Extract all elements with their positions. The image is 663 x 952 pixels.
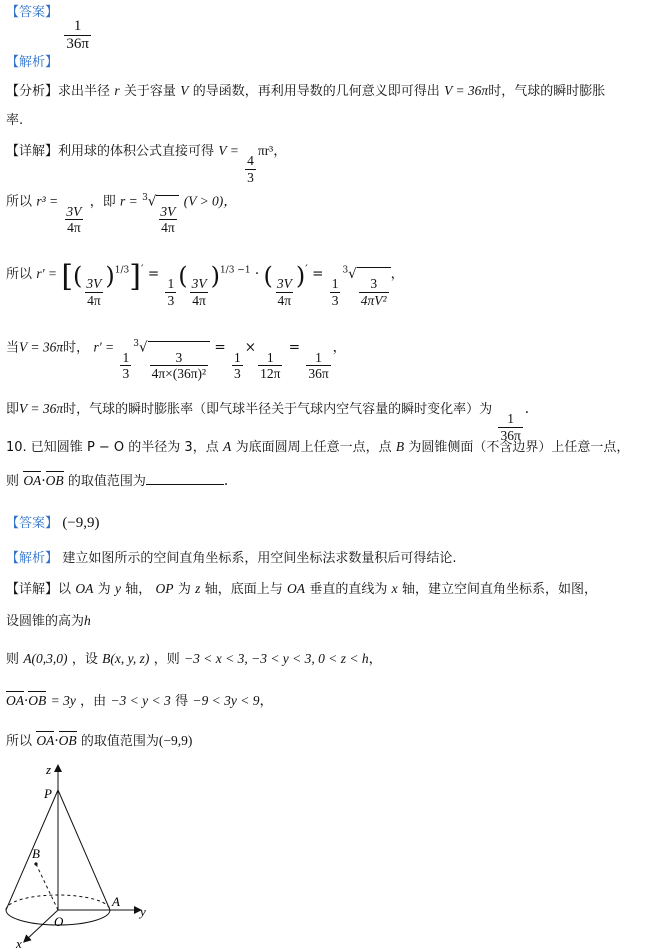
d: 4π [67, 220, 81, 236]
prefix: 即 [6, 402, 20, 417]
sqrt: √ [138, 339, 148, 356]
d: 4π×(36π)² [151, 366, 207, 382]
n: 1 [234, 349, 241, 365]
times: × [244, 339, 257, 356]
f [498, 411, 522, 443]
frac3 [275, 276, 294, 308]
rd: 4π [161, 220, 175, 236]
d: 3 [331, 292, 339, 308]
answer-line-1 [6, 6, 93, 54]
cone-side-right [58, 790, 110, 910]
text: 时，气球的瞬时膨胀率（即气球半径关于气球内空气容量的瞬时变化率）为 [63, 402, 493, 417]
cond: (V > 0)， [183, 193, 237, 209]
paren3: ( [263, 262, 273, 290]
cond: V = 36π [19, 401, 64, 416]
answer-tag: 【答案】 [6, 5, 59, 20]
h: h [84, 613, 91, 628]
vec2: OB [28, 693, 47, 708]
analysis-text-2: 建立如图所示的空间直角坐标系，用空间坐标法求数量积后可得结论. [62, 551, 457, 566]
line-coords [6, 652, 382, 667]
op: OP [155, 581, 174, 596]
xiangjie-tag: 【详解】 [6, 144, 59, 159]
n: 3V [66, 203, 82, 219]
line-deriv: 所以 r′ = [( $\frac{3V}{4\pi}$ )$^{1/3}$]′ = $\frac{1}{3}$ ( $\frac{3V}{4\pi}$ )$^{1/3 -1}$ · ( $\frac{3V}{4\pi}$ )′ = $\frac{1}{3}$ $^3$√ $\frac{3}{\text{4πV²}}$ ， [6, 259, 405, 308]
mid: 时， [63, 340, 90, 356]
prefix: 所以 [6, 194, 33, 210]
answer-den: 36π [66, 36, 89, 53]
end: . [223, 473, 229, 489]
label-z: z [46, 762, 52, 777]
n3: 3V [276, 276, 292, 291]
n2: 3V [191, 276, 207, 291]
fenxi-text-b: 关于容量 [123, 84, 176, 99]
rad-frac [359, 276, 389, 308]
bracket-left: [ [61, 259, 74, 294]
analysis-tag: 【解析】 [6, 55, 59, 70]
text: 的取值范围为 [80, 734, 159, 749]
fenxi-cont [6, 114, 23, 128]
paren3-r: ) [295, 262, 306, 290]
fenxi-tag: 【分析】 [6, 84, 59, 99]
label-y: y [140, 904, 146, 919]
frac-3V-4pi [64, 204, 83, 236]
line-OB [36, 864, 58, 910]
label-B: B [32, 846, 40, 861]
var-V: V [180, 83, 189, 98]
analysis-tag-2: 【解析】 [6, 551, 59, 566]
t2: 为 [97, 582, 111, 597]
line-conclude [6, 402, 529, 443]
c2: −9 < 3y < 9 [192, 693, 260, 708]
paren-r: ) [210, 262, 220, 290]
prefix: 所以 [6, 734, 33, 749]
line-r3 [6, 194, 237, 236]
line-h [6, 614, 91, 629]
B: B [395, 439, 405, 454]
answer-value-2: (−9,9) [62, 515, 100, 531]
dot: · [254, 266, 260, 282]
prefix: 则 [6, 652, 20, 667]
rad-frac [150, 350, 209, 382]
lhs: r′ = [93, 339, 115, 355]
radicand [357, 267, 391, 308]
end: . [524, 401, 530, 417]
d: 4πV² [360, 292, 387, 308]
mid1: 为底面圆周上任意一点，点 [235, 440, 392, 455]
fenxi-text-a: 求出半径 [58, 84, 111, 99]
q10-text1: 10. 已知圆锥 P − O 的半径为 3，点 [6, 440, 219, 455]
vec1: OA [6, 693, 24, 708]
fenxi-text-c: 的导函数，再利用导数的几何意义即可得出 [192, 84, 440, 99]
analysis-line-2 [6, 552, 456, 566]
analysis-line-1 [6, 56, 58, 70]
answer-line-2 [6, 516, 100, 531]
coef-1-3 [165, 276, 176, 308]
oa2: OA [287, 581, 306, 596]
dot: · [54, 733, 59, 749]
exp2: 1/3 −1 [219, 265, 251, 276]
xiangjie-text: 利用球的体积公式直接可得 [58, 144, 215, 159]
xiangjie-line-1 [6, 144, 287, 185]
var-r: r [114, 83, 120, 98]
paren-left: ( [73, 262, 83, 290]
root-idx: 3 [342, 265, 349, 276]
inner-frac [84, 276, 103, 308]
rhs: r = [120, 193, 138, 209]
n: 1 [315, 349, 322, 365]
q10-line-2 [6, 472, 228, 489]
end: ， [390, 266, 405, 282]
paren-right: ) [105, 262, 115, 290]
answer-blank [146, 472, 224, 485]
f2 [232, 350, 243, 382]
lhs: r³ = [36, 193, 59, 209]
prefix: 则 [6, 474, 20, 489]
answer-num: 1 [73, 18, 82, 34]
z: z [195, 581, 201, 596]
prime2: ′ [305, 262, 308, 276]
n: 3 [175, 349, 183, 365]
line-final [6, 734, 192, 749]
label-O: O [54, 914, 64, 929]
f4 [306, 350, 330, 382]
y: y [114, 581, 121, 596]
tag: 【详解】 [6, 582, 59, 597]
fenxi-cont-text: 率. [6, 113, 24, 128]
value: (−9,9) [158, 733, 193, 748]
f3 [258, 350, 282, 382]
cone-figure [0, 760, 170, 950]
lhs: r′ = [36, 266, 58, 281]
exp1: 1/3 [114, 265, 130, 276]
prime: ′ [140, 262, 144, 276]
rn: 3V [160, 203, 176, 219]
bracket-right: ] [129, 259, 141, 294]
frac-4-3 [245, 153, 256, 185]
end: ， [332, 339, 347, 356]
d: 36π [308, 366, 329, 382]
dot: · [24, 693, 29, 709]
oa: OA [75, 581, 94, 596]
c1: −3 < y < 3 [110, 693, 171, 708]
mid: ，由 [80, 694, 107, 709]
n: 3 [370, 276, 378, 291]
end: ， [259, 693, 273, 709]
d: 3 [122, 366, 130, 382]
n: 3V [86, 276, 102, 291]
n: 1 [331, 276, 339, 291]
mid: ，即 [89, 194, 116, 210]
vec-OA: OA [23, 473, 42, 488]
n: 1 [122, 349, 130, 365]
c [120, 350, 131, 382]
root-idx: 3 [133, 339, 139, 349]
mid2: ，则 [153, 652, 180, 667]
A: A(0,3,0) [23, 651, 68, 666]
vec1: OA [36, 733, 55, 748]
t1: 以 [58, 582, 72, 597]
d: 36π [500, 427, 521, 443]
frac-n: 4 [247, 153, 254, 168]
radicand-frac [158, 204, 177, 236]
q10-line-1 [6, 440, 629, 455]
B: B(x, y, z) [102, 651, 150, 666]
t7: 轴，建立空间直角坐标系，如图， [401, 582, 597, 597]
radicand [148, 341, 211, 382]
answer-tag-2: 【答案】 [6, 516, 59, 531]
d: 12π [260, 366, 281, 382]
prefix: 所以 [6, 267, 33, 282]
line-when: 当V = 36π时， r′ = $\frac{1}{3}$ $^3$√ $\frac{3}{\text{4π×(36π)²}}$ = $\frac{1}{3}$ × $\frac{1}{12\pi}$ = $\frac{1}{36\pi}$ ， [6, 339, 347, 382]
mid2: 得 [175, 694, 189, 709]
mid: ，设 [71, 652, 98, 667]
fenxi-text-d: 时，气球的瞬时膨胀 [488, 84, 606, 99]
sqrt-sign: √ [147, 193, 157, 210]
xiangjie-line-2 [6, 582, 597, 597]
eq-right: πr³， [257, 143, 287, 158]
label-A: A [112, 894, 120, 909]
paren: ( [178, 262, 188, 290]
sqrt: √ [348, 266, 357, 282]
cond: V = 36π [19, 339, 64, 355]
n: 1 [507, 411, 514, 426]
eq: = 3y [50, 693, 76, 708]
eq-V36pi: V = 36π [444, 83, 489, 98]
mid2: 为圆锥侧面（不含边界）上任意一点， [408, 440, 630, 455]
d: 3 [234, 366, 241, 382]
label-P: P [44, 786, 52, 801]
n: 1 [266, 349, 274, 365]
coef3 [330, 276, 341, 308]
root-idx: 3 [142, 193, 148, 203]
t5: 轴，底面上与 [204, 582, 283, 597]
label-x: x [16, 936, 22, 950]
frac2 [190, 276, 209, 308]
line-dot [6, 694, 273, 709]
vec2: OB [58, 733, 77, 748]
radicand [156, 195, 179, 236]
eq-left: V = [218, 143, 239, 158]
n: 1 [167, 276, 175, 291]
x: x [391, 581, 398, 596]
d2: 4π [192, 292, 206, 308]
A: A [223, 439, 232, 454]
d3: 4π [277, 292, 292, 308]
suffix: 的取值范围为 [67, 474, 146, 489]
fenxi-line [6, 84, 605, 99]
t6: 垂直的直线为 [309, 582, 388, 597]
vec-OB: OB [45, 473, 64, 488]
d: 3 [167, 292, 175, 308]
t3: 轴， [125, 582, 152, 597]
text: 设圆锥的高为 [6, 614, 85, 629]
t4: 为 [177, 582, 191, 597]
end: ， [368, 651, 383, 667]
d: 4π [87, 292, 101, 308]
answer-fraction [64, 18, 91, 54]
frac-d: 3 [247, 169, 254, 185]
ineq: −3 < x < 3, −3 < y < 3, 0 < z < h [184, 651, 369, 666]
dot: · [41, 473, 46, 489]
prefix: 当 [6, 340, 20, 356]
